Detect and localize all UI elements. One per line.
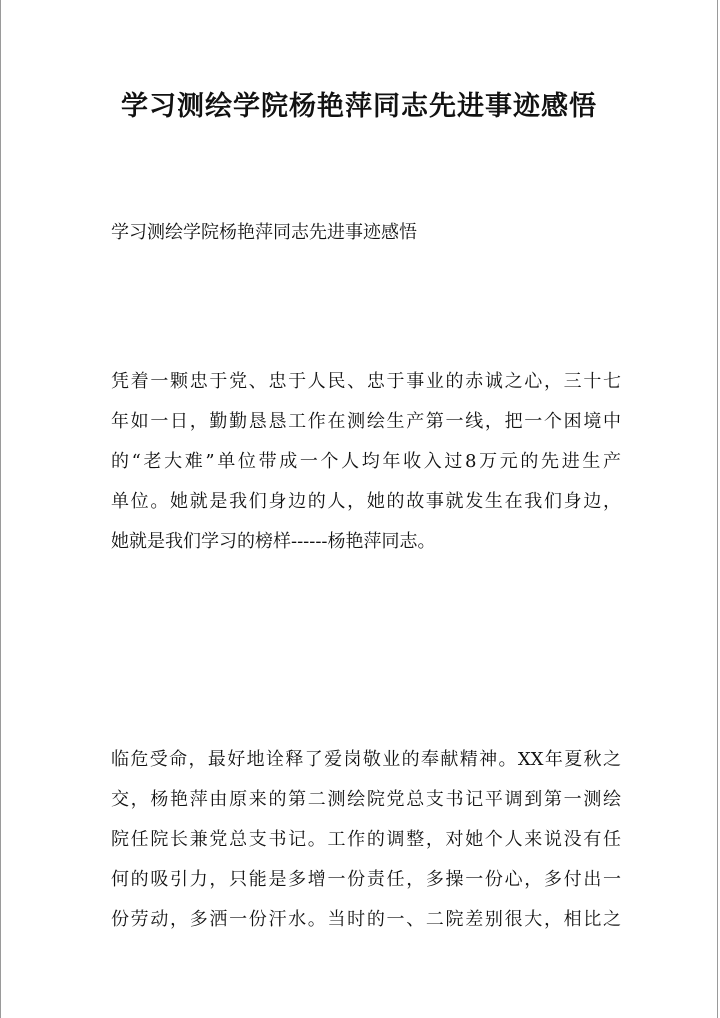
document-subtitle: 学习测绘学院杨艳萍同志先进事迹感悟 bbox=[111, 222, 417, 243]
paragraph-line: 的“老大难”单位带成一个人均年收入过8万元的先进生产 bbox=[111, 451, 621, 472]
paragraph-line: 份劳动，多洒一份汗水。当时的一、二院差别很大，相比之 bbox=[111, 909, 621, 930]
paragraph-line: 她就是我们学习的榜样------杨艳萍同志。 bbox=[111, 531, 436, 552]
paragraph-line: 临危受命，最好地诠释了爱岗敬业的奉献精神。XX年夏秋之 bbox=[111, 749, 621, 770]
paragraph-line: 院任院长兼党总支书记。工作的调整，对她个人来说没有任 bbox=[111, 829, 621, 850]
paragraph-line: 年如一日，勤勤恳恳工作在测绘生产第一线，把一个困境中 bbox=[111, 411, 621, 432]
paragraph-line: 交，杨艳萍由原来的第二测绘院党总支书记平调到第一测绘 bbox=[111, 789, 621, 810]
paragraph-2 bbox=[111, 740, 621, 940]
paragraph-line: 单位。她就是我们身边的人，她的故事就发生在我们身边， bbox=[111, 491, 621, 512]
paragraph-line: 凭着一颗忠于党、忠于人民、忠于事业的赤诚之心，三十七 bbox=[111, 371, 621, 392]
paragraph-line: 何的吸引力，只能是多增一份责任，多操一份心，多付出一 bbox=[111, 869, 621, 890]
document-title: 学习测绘学院杨艳萍同志先进事迹感悟 bbox=[121, 91, 597, 122]
paragraph-1 bbox=[111, 362, 621, 562]
